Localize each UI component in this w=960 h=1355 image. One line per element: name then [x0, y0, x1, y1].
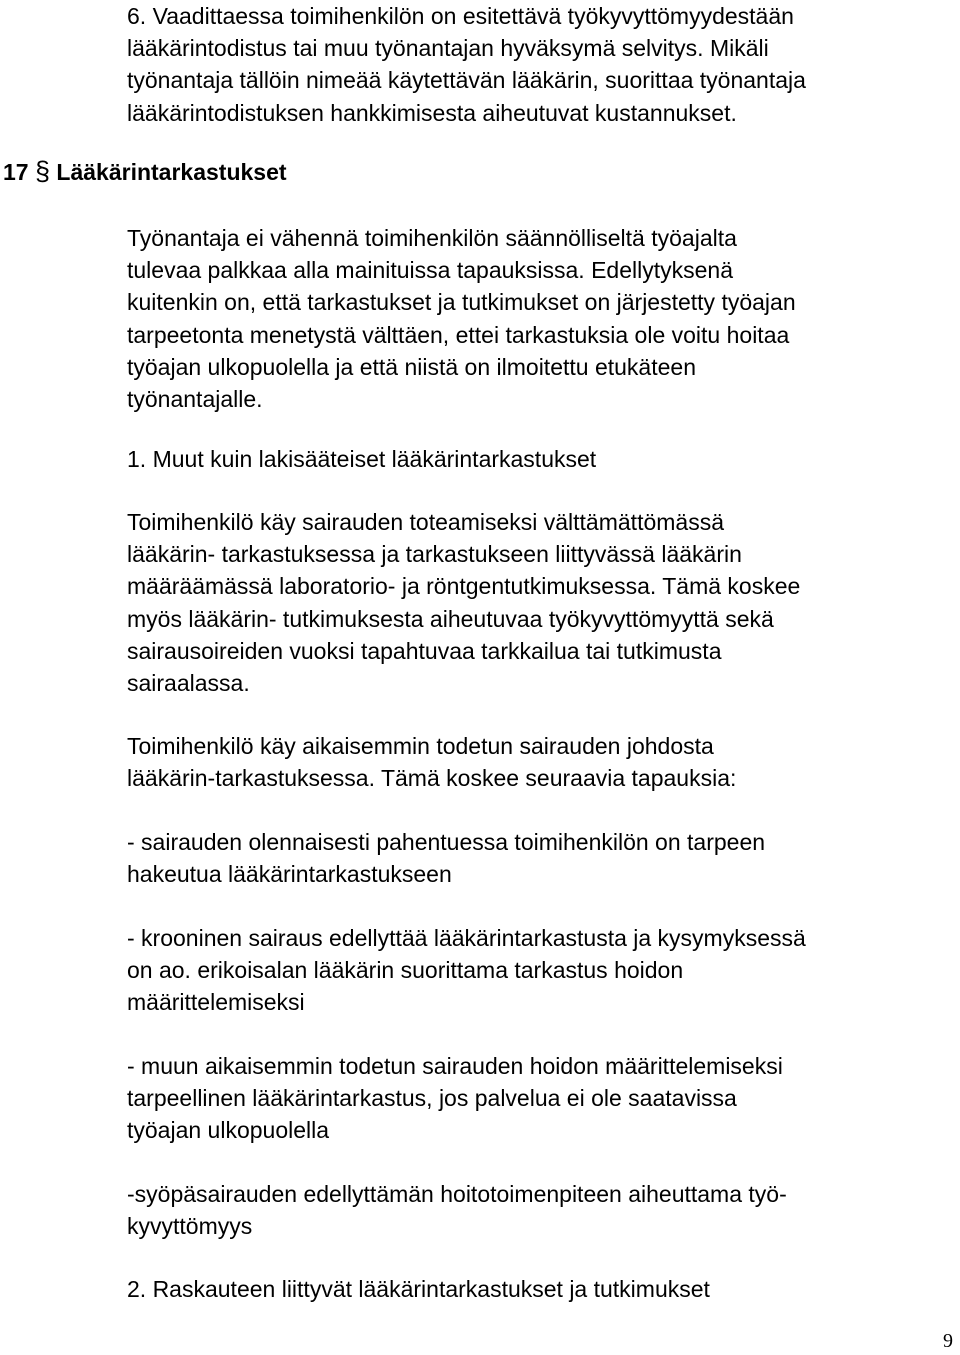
paragraph-examination: Toimihenkilö käy sairauden toteamiseksi välttämättömässä lääkärin- tarkastuksessa ja tarkastukseen liittyvässä lääkärin määräämässä laboratorio- ja röntgentutkimuksessa. Tämä koskee myös lääkärin- tutkimuksesta aiheutuvaa työkyvyttömyyttä sekä sairausoireiden vuoksi tapahtuvaa tarkkailua tai tutkimusta sairaalassa. [127, 509, 801, 697]
list-item-case-4: -syöpäsairauden edellyttämän hoitotoimenpiteen aiheuttama työ- kyvyttömyys [127, 1181, 787, 1240]
paragraph-6: 6. Vaadittaessa toimihenkilön on esitettävä työkyvyttömyydestään lääkärintodistus tai muu työnantajan hyväksymä selvitys. Mikäli työnantaja tällöin nimeää käytettävän lääkärin, suorittaa työnantaja lääkärintodistuksen hankkimisesta aiheutuvat kustannukset. [127, 3, 806, 126]
list-item-case-3: - muun aikaisemmin todetun sairauden hoidon määrittelemiseksi tarpeellinen lääkärintarkastus, jos palvelua ei ole saatavissa työajan ulkopuolella [127, 1053, 783, 1144]
section-symbol: § [34, 156, 51, 186]
section-heading [3, 155, 287, 188]
subheading-1: 1. Muut kuin lakisääteiset lääkärintarkastukset [127, 446, 597, 472]
section-number: 17 [3, 159, 29, 185]
section-title: Lääkärintarkastukset [56, 159, 287, 185]
paragraph-earlier-illness: Toimihenkilö käy aikaisemmin todetun sairauden johdosta lääkärin-tarkastuksessa. Tämä koskee seuraavia tapauksia: [127, 733, 737, 792]
subheading-2: 2. Raskauteen liittyvät lääkärintarkastukset ja tutkimukset [127, 1276, 710, 1302]
list-item-case-1: - sairauden olennaisesti pahentuessa toimihenkilön on tarpeen hakeutua lääkärintarkastukseen [127, 829, 766, 888]
section-intro-paragraph: Työnantaja ei vähennä toimihenkilön säännölliseltä työajalta tulevaa palkkaa alla mainituissa tapauksissa. Edellytyksenä kuitenkin on, että tarkastukset ja tutkimukset on järjestetty työajan tarpeetonta menetystä välttäen, ettei tarkastuksia ole voitu hoitaa työajan ulkopuolella ja että niistä on ilmoitettu etukäteen työnantajalle. [127, 225, 796, 413]
list-item-case-2: - krooninen sairaus edellyttää lääkärintarkastusta ja kysymyksessä on ao. erikoisalan lääkärin suorittama tarkastus hoidon määrittelemiseksi [127, 925, 806, 1016]
page-number: 9 [943, 1330, 953, 1352]
